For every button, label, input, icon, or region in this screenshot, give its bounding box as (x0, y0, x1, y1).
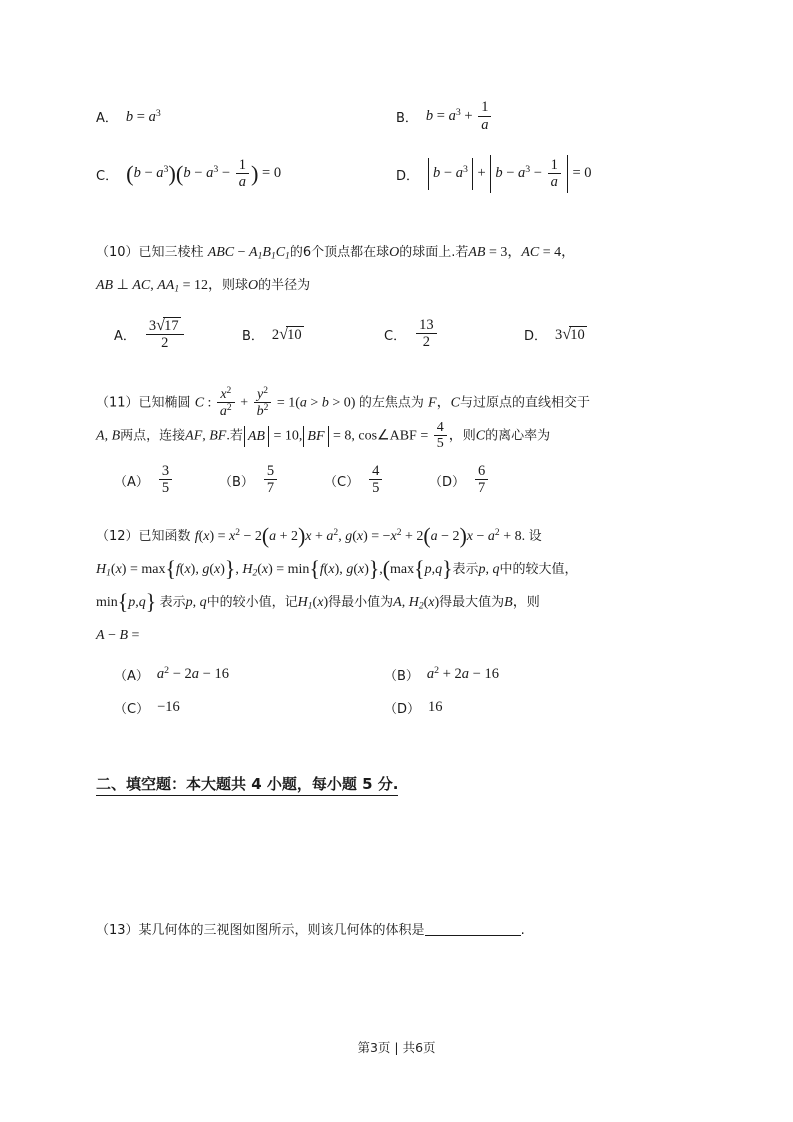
question-12 (96, 521, 696, 717)
q11-option-d-expr: $\frac{6}{7}$ (473, 464, 490, 497)
q12-option-d-label: （D） (384, 701, 421, 717)
q9-option-d[interactable] (396, 155, 592, 192)
q10-option-b-expr: 2√10 (271, 324, 302, 343)
q10-line-1: （10）已知三棱柱 ABC − $A_1B_1C_1$的6个顶点都在球O的球面上.若AB = 3，AC = 4， (96, 244, 576, 262)
q10-option-d[interactable] (524, 325, 587, 344)
q12-line-3: min{p,q} 表示p, q中的较小值，记$H_1(x)$得最小值为A, $H_2(x)$得最大值为B，则 (96, 589, 540, 614)
q10-number: （10） (96, 244, 139, 260)
q10-option-a[interactable] (96, 317, 242, 352)
q9-options-row-2 (96, 155, 696, 192)
q11-option-d[interactable] (429, 464, 490, 497)
q11-option-c-label: （C） (324, 474, 360, 490)
section-heading-wrapper (96, 773, 696, 796)
q13-number: （13） (96, 922, 139, 938)
q12-line-4: A − B = (96, 627, 140, 643)
q12-options-row-1 (96, 665, 696, 684)
q9-option-a-expr: $b = a^3$ (125, 107, 161, 125)
q12-options-row-2 (96, 698, 696, 717)
question-13 (96, 916, 696, 947)
q9-option-d-expr: $b - a^3 + b - a^3$ − $\frac{1}{a}$ = 0 (427, 155, 592, 192)
q11-line-1: （11）已知椭圆 C : $\frac{x^2}{a^2}$ + $\frac{y^2}{b^2}$ = 1(a > b > 0) 的左焦点为 F，C与过原点的直线相交于 (96, 385, 590, 420)
q12-option-a[interactable] (96, 665, 384, 684)
q10-option-d-expr: 3√10 (555, 324, 585, 343)
q9-option-b-label: B． (396, 111, 418, 127)
q13-answer-blank[interactable] (425, 922, 521, 935)
q9-option-c-label: C． (96, 168, 119, 184)
page-content (96, 100, 696, 946)
q9-option-c[interactable] (96, 157, 396, 190)
q9-options-row-1 (96, 100, 696, 133)
q12-option-b-label: （B） (384, 668, 419, 684)
q11-line-2: A, B两点，连接AF, BF.若 AB = 10, BF = 8, cos∠ABF = $\frac{4}{5}$ ，则C的离心率为 (96, 419, 551, 452)
q12-option-d[interactable] (384, 698, 443, 717)
q10-options-row (96, 317, 696, 352)
q11-option-a-expr: $\frac{3}{5}$ (157, 464, 174, 497)
q12-number: （12） (96, 529, 139, 545)
section-heading: 二、填空题：本大题共 4 小题，每小题 5 分. (96, 773, 398, 796)
q10-option-d-label: D． (524, 328, 548, 344)
q10-option-c[interactable] (384, 318, 524, 351)
q9-option-c-expr: $(b - a^3)(b - a^3$ − $\frac{1}{a}$ ) = 0 (126, 156, 282, 190)
q12-option-a-label: （A） (114, 668, 149, 684)
q10-option-b-label: B． (242, 328, 264, 344)
question-10 (96, 237, 696, 352)
q12-option-b-expr: $a^2 + 2a - 16$ (426, 665, 499, 683)
q10-option-c-expr: $\frac{13}{2}$ (414, 318, 439, 351)
q11-option-b[interactable] (219, 464, 324, 497)
q12-line-2: $H_1(x) = \max\{f(x)$, g(x)}, $H_2(x) = \min\{f(x)$, g(x)},(max{p,q}表示p, q中的较大值， (96, 556, 578, 581)
q13-text-after: . (520, 922, 525, 938)
q12-option-c[interactable] (96, 698, 384, 717)
q11-option-b-label: （B） (219, 474, 254, 490)
question-11 (96, 386, 696, 497)
q10-option-c-label: C． (384, 328, 407, 344)
q11-number: （11） (96, 395, 139, 411)
q12-line-1: （12）已知函数 $f(x) = x^2 - 2(a + 2)x + a^2$, $g(x) = -x^2 + 2(a - 2)x - a^2 + 8$. 设 (96, 523, 542, 548)
q11-option-c-expr: $\frac{4}{5}$ (367, 464, 384, 497)
q13-text: 某几何体的三视图如图所示，则该几何体的体积是 (138, 922, 425, 938)
q12-option-d-expr: 16 (428, 698, 443, 715)
q11-option-a[interactable] (96, 464, 219, 497)
q10-option-b[interactable] (242, 325, 384, 344)
q11-option-c[interactable] (324, 464, 429, 497)
q9-option-b[interactable] (396, 100, 493, 133)
q12-option-c-label: （C） (114, 701, 150, 717)
q11-option-a-label: （A） (114, 474, 149, 490)
q10-option-a-expr: $\frac{3√17}{2}$ (144, 317, 186, 352)
q12-option-a-expr: $a^2 - 2a - 16$ (156, 665, 229, 683)
q9-option-a[interactable] (96, 107, 396, 126)
page-footer: 第3页 | 共6页 (357, 1040, 436, 1055)
q11-option-b-expr: $\frac{5}{7}$ (262, 464, 279, 497)
q11-option-d-label: （D） (429, 474, 466, 490)
q12-option-c-expr: −16 (157, 698, 180, 715)
q12-option-b[interactable] (384, 665, 499, 684)
q10-line-2: AB ⊥ AC, $AA_1 = 12$，则球O的半径为 (96, 277, 311, 295)
q9-option-d-label: D． (396, 168, 420, 184)
q9-option-b-expr: $b = a^3$ + $\frac{1}{a}$ (426, 100, 494, 133)
q9-option-a-label: A． (96, 111, 118, 127)
q10-option-a-label: A． (114, 328, 136, 344)
q11-options-row (96, 464, 696, 497)
